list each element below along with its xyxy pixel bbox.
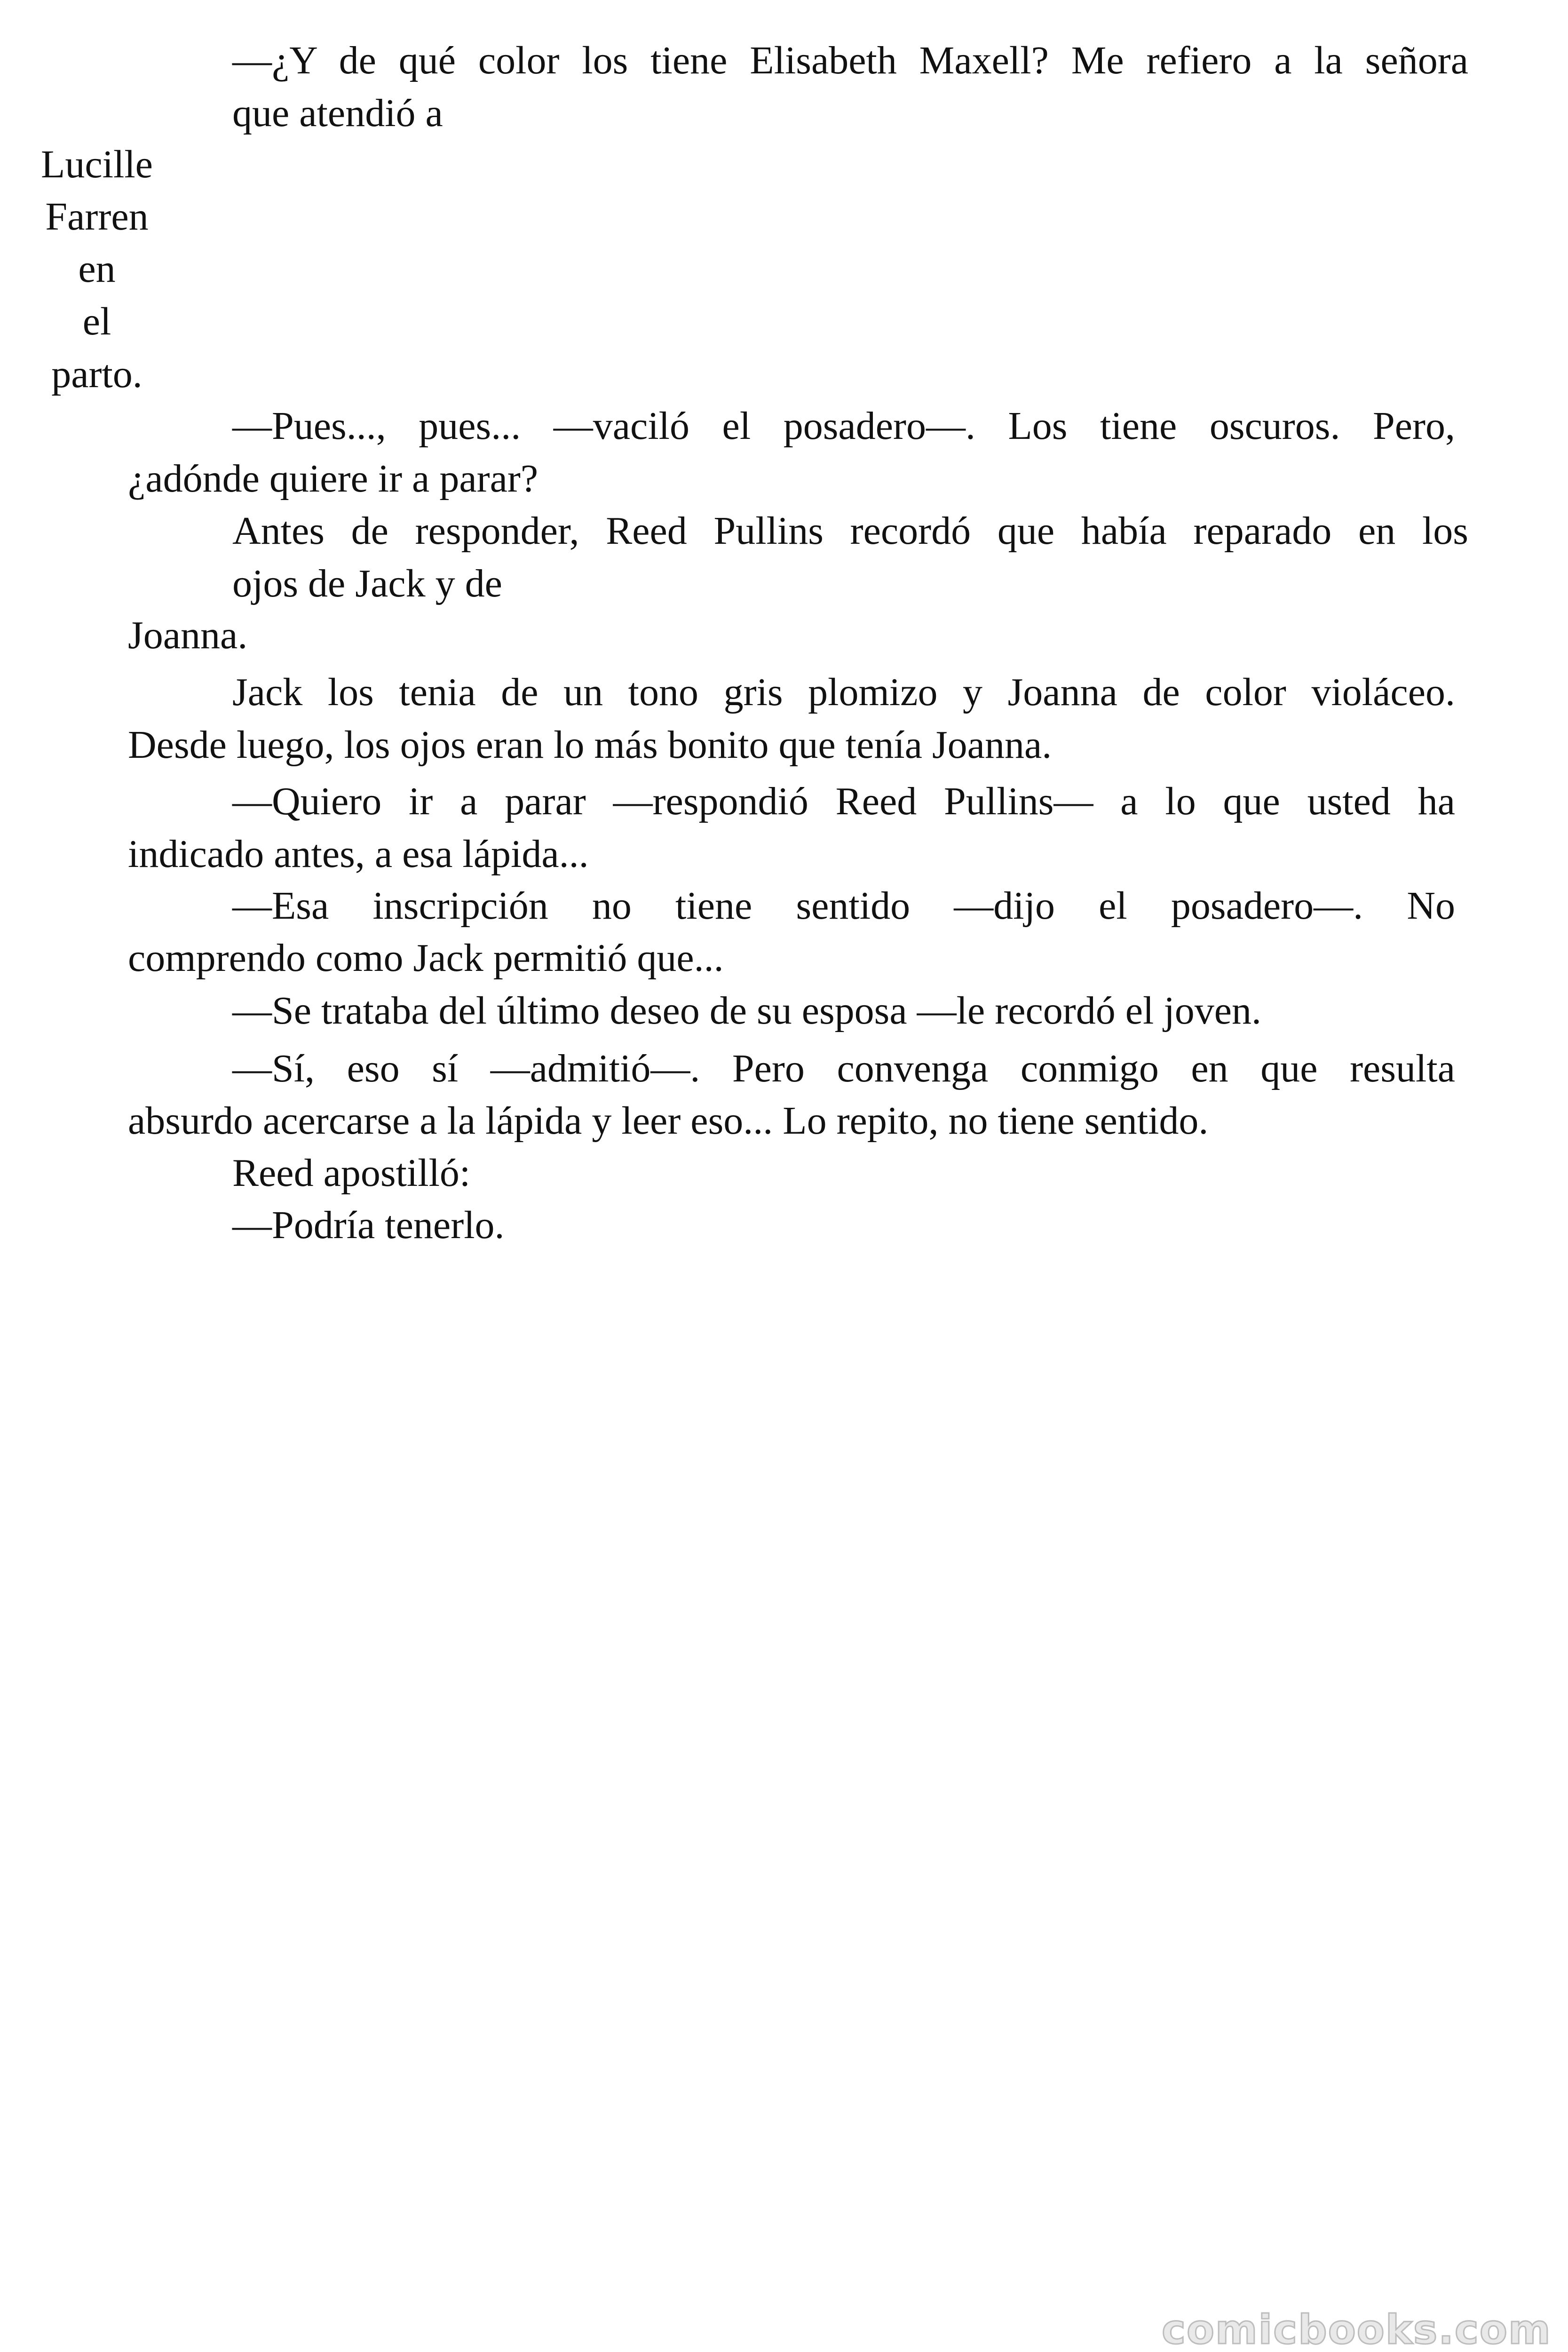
text-line: —Pues..., pues... —vaciló el posadero—. Los tiene oscuros. Pero, xyxy=(232,404,1455,448)
text-line: Jack los tenia de un tono gris plomizo y Joanna de color violáceo. xyxy=(232,670,1455,714)
text-line: Farren xyxy=(45,195,149,238)
text-line: Desde luego, los ojos eran lo más bonito que tenía Joanna. xyxy=(128,723,1052,767)
text-line: —Esa inscripción no tiene sentido —dijo el posadero—. No xyxy=(232,884,1455,928)
text-line: —¿Y de qué color los tiene Elisabeth Maxell? Me refiero a la señora xyxy=(232,39,1468,82)
text-line: Antes de responder, Reed Pullins recordó que había reparado en los xyxy=(232,509,1468,553)
text-line: que atendió a xyxy=(232,91,443,135)
text-line: parto. xyxy=(51,352,143,396)
text-line: absurdo acercarse a la lápida y leer eso... Lo repito, no tiene sentido. xyxy=(128,1099,1209,1143)
text-line: Joanna. xyxy=(128,613,248,657)
text-line: —Sí, eso sí —admitió—. Pero convenga conmigo en que resulta xyxy=(232,1047,1455,1090)
text-line: Lucille xyxy=(41,143,153,186)
text-line: comprendo como Jack permitió que... xyxy=(128,936,724,980)
text-line: en xyxy=(78,247,116,291)
text-line: indicado antes, a esa lápida... xyxy=(128,832,589,876)
watermark: comicbooks.com xyxy=(1162,2306,1552,2352)
text-line: ¿adónde quiere ir a parar? xyxy=(128,457,539,501)
text-line: —Quiero ir a parar —respondió Reed Pullins— a lo que usted ha xyxy=(232,779,1455,823)
text-line: el xyxy=(82,300,111,343)
text-line: ojos de Jack y de xyxy=(232,562,502,605)
text-line: Reed apostilló: xyxy=(232,1151,471,1195)
text-line: —Podría tenerlo. xyxy=(232,1203,505,1247)
text-line: —Se trataba del último deseo de su esposa —le recordó el joven. xyxy=(232,989,1262,1033)
